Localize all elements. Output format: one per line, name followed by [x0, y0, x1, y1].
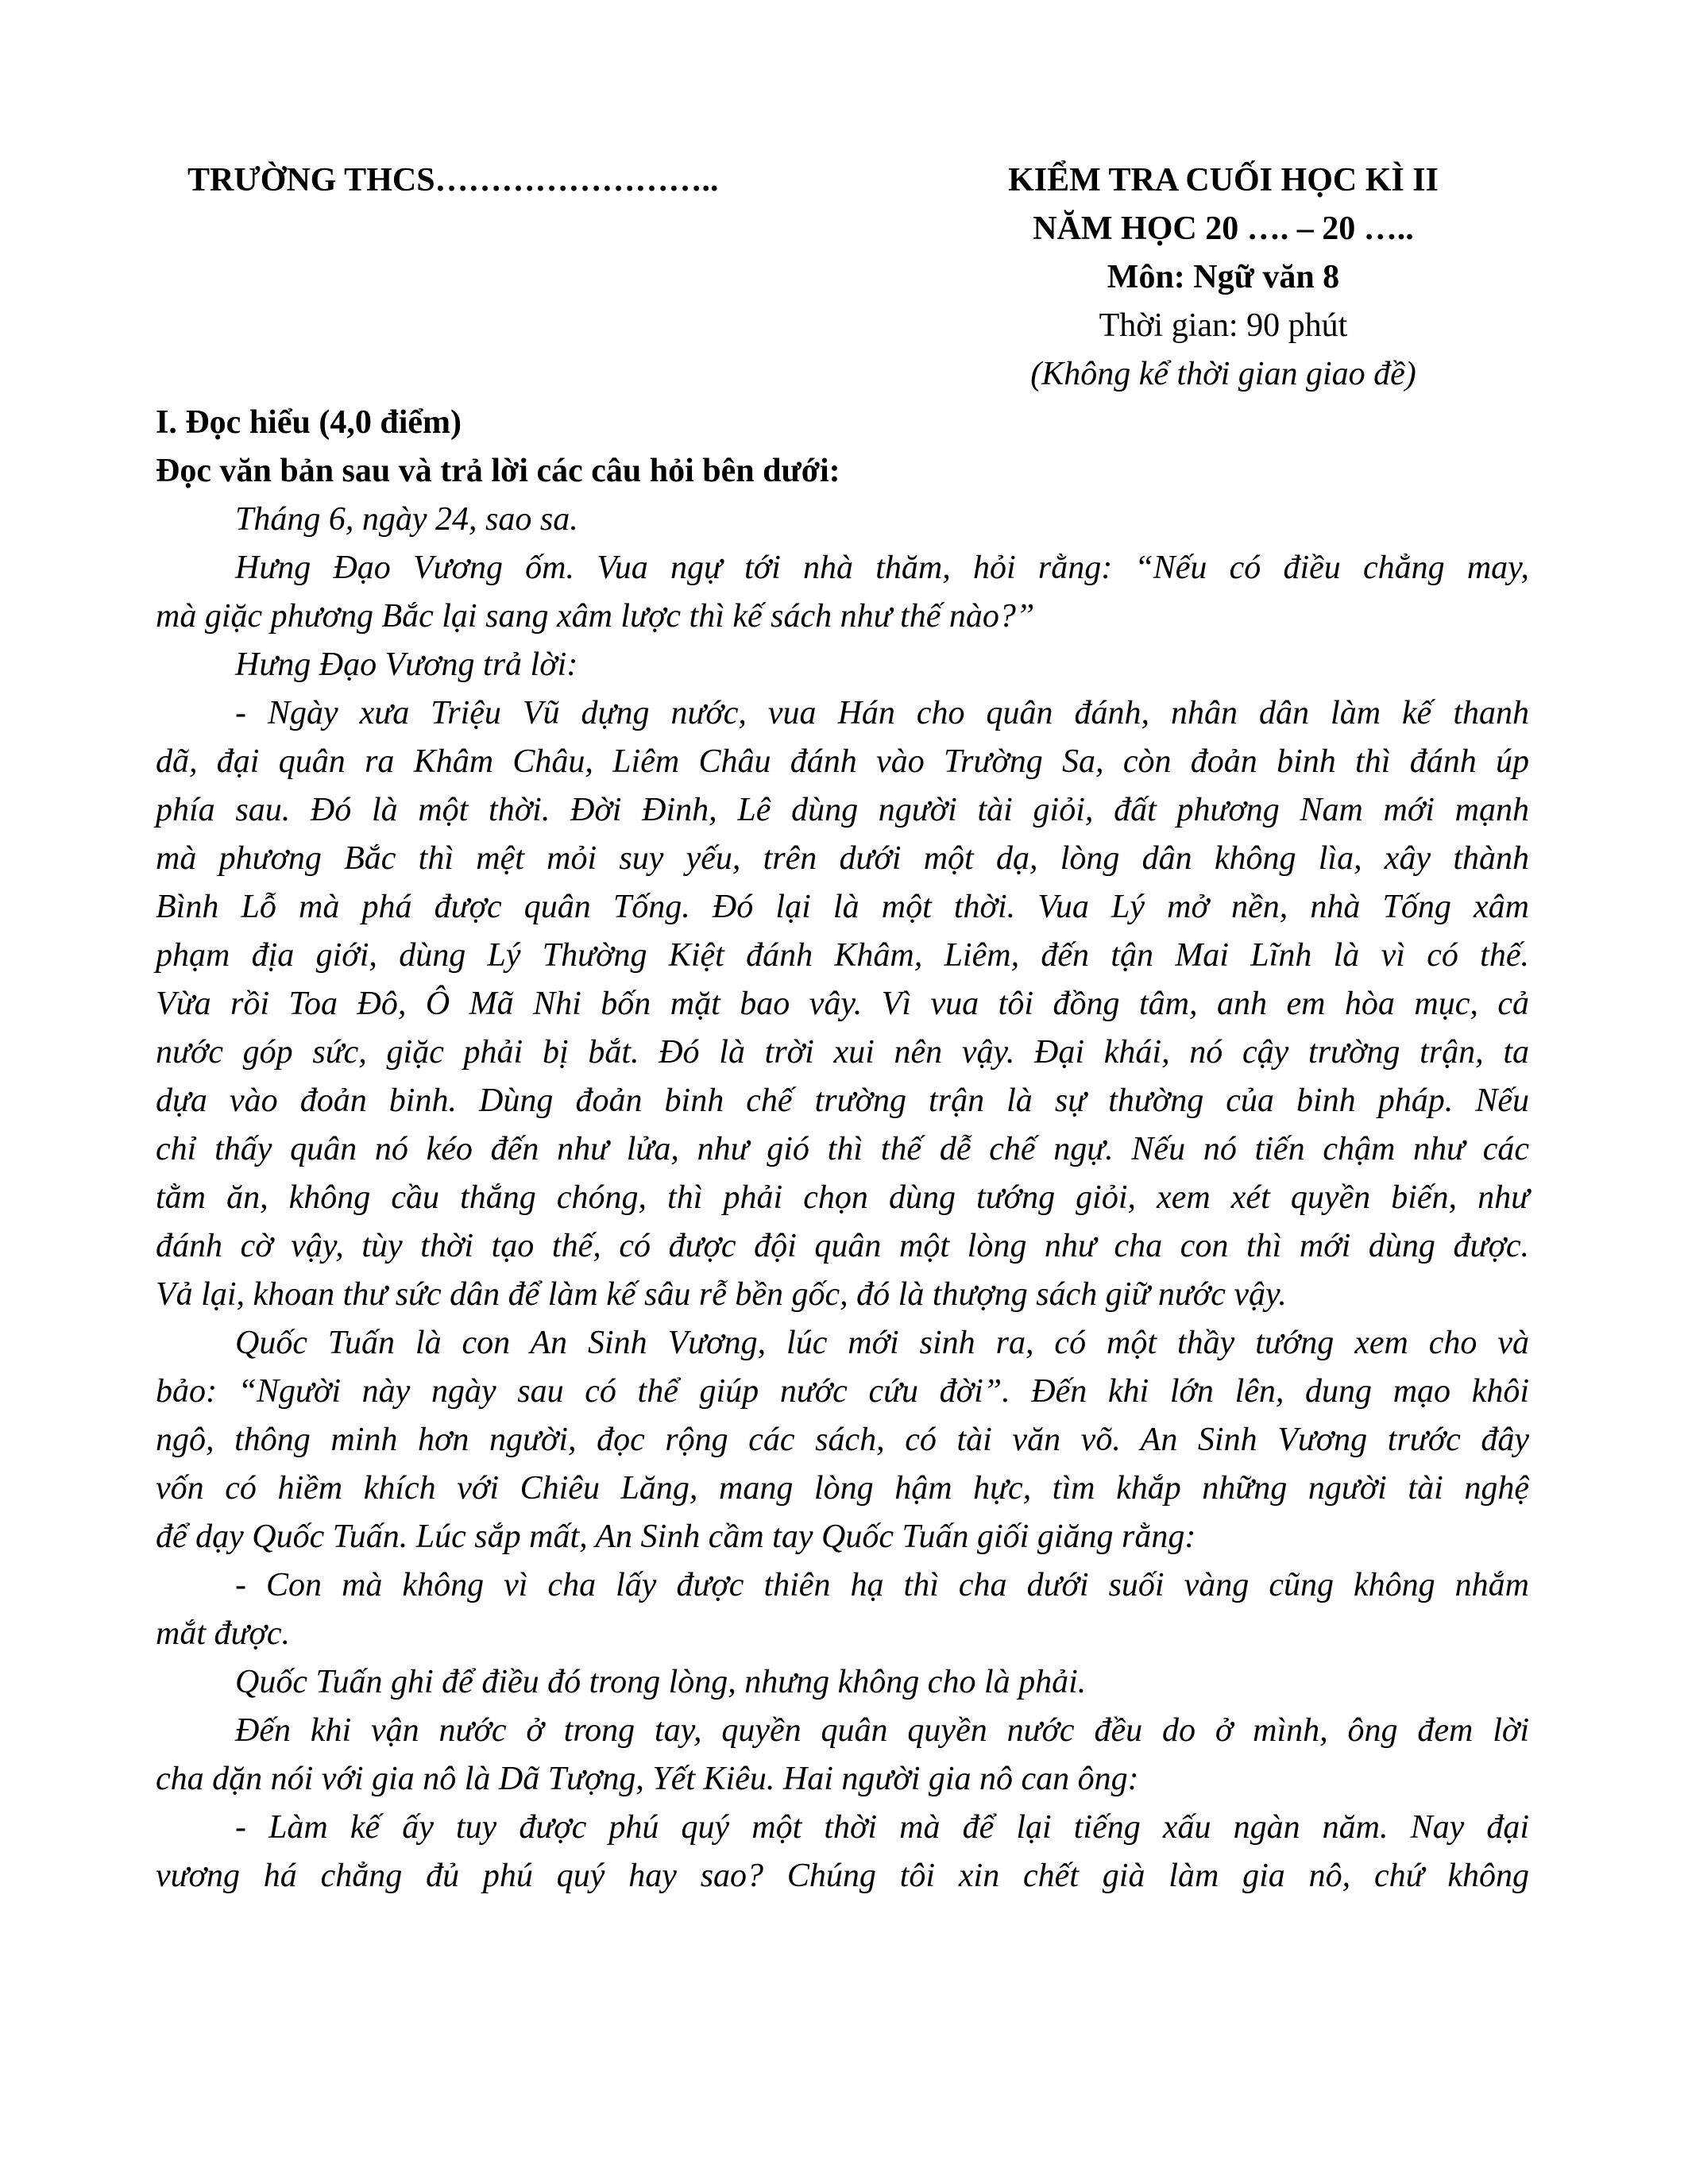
passage-line: Tháng 6, ngày 24, sao sa.: [235, 501, 578, 538]
passage-line: Đến khi vận nước ở trong tay, quyền quân quyền nước đều do ở mình, ông đem lời: [235, 1712, 1529, 1749]
school-name: TRƯỜNG THCS……………………..: [187, 162, 719, 199]
passage-line: tằm ăn, không cầu thắng chóng, thì phải chọn dùng tướng giỏi, xem xét quyền biến, như: [156, 1179, 1529, 1216]
passage-paragraph: [156, 544, 1529, 641]
passage-line: Quốc Tuấn là con An Sinh Vương, lúc mới sinh ra, có một thầy tướng xem cho và: [235, 1325, 1529, 1361]
passage-paragraph: [156, 1658, 1529, 1707]
passage-line: dã, đại quân ra Khâm Châu, Liêm Châu đánh vào Trường Sa, còn đoản binh thì đánh úp: [156, 743, 1529, 780]
passage-paragraph: [156, 1804, 1529, 1900]
passage-line: mắt được.: [156, 1615, 290, 1652]
passage-line: Vả lại, khoan thư sức dân để làm kế sâu rễ bền gốc, đó là thượng sách giữ nước vậy.: [156, 1276, 1287, 1313]
passage-line: dựa vào đoản binh. Dùng đoản binh chế trường trận là sự thường của binh pháp. Nếu: [156, 1082, 1529, 1119]
passage-paragraph: [156, 1707, 1529, 1804]
document-body: [156, 399, 1529, 1900]
section-instruction: Đọc văn bản sau và trả lời các câu hỏi bên dưới:: [156, 453, 840, 489]
passage-line: bảo: “Người này ngày sau có thể giúp nước cứu đời”. Đến khi lớn lên, dung mạo khôi: [156, 1373, 1529, 1410]
exam-header: [906, 156, 1541, 399]
section-title: I. Đọc hiểu (4,0 điểm): [156, 404, 462, 441]
passage-line: chỉ thấy quân nó kéo đến như lửa, như gió thì thế dễ chế ngự. Nếu nó tiến chậm như các: [156, 1131, 1529, 1167]
passage-line: mà phương Bắc thì mệt mỏi suy yếu, trên dưới một dạ, lòng dân không lìa, xây thành: [156, 840, 1529, 877]
passage-line: - Con mà không vì cha lấy được thiên hạ thì cha dưới suối vàng cũng không nhắm: [235, 1567, 1529, 1603]
passage-paragraph: [156, 689, 1529, 1319]
passage-line: Bình Lỗ mà phá được quân Tống. Đó lại là một thời. Vua Lý mở nền, nhà Tống xâm: [156, 889, 1529, 925]
duration-note: (Không kể thời gian giao đề): [1030, 356, 1416, 392]
passage-line: nước góp sức, giặc phải bị bắt. Đó là trời xui nên vậy. Đại khái, nó cậy trường trận, ta: [156, 1034, 1529, 1071]
school-year: NĂM HỌC 20 …. – 20 …..: [1033, 210, 1414, 247]
passage-line: ngô, thông minh hơn người, đọc rộng các sách, có tài văn võ. An Sinh Vương trước đây: [156, 1422, 1529, 1458]
passage-line: vốn có hiềm khích với Chiêu Lăng, mang lòng hậm hực, tìm khắp những người tài nghệ: [156, 1470, 1529, 1507]
passage-line: cha dặn nói với gia nô là Dã Tượng, Yết Kiêu. Hai người gia nô can ông:: [156, 1761, 1139, 1797]
passage-line: vương há chẳng đủ phú quý hay sao? Chúng tôi xin chết già làm gia nô, chứ không: [156, 1858, 1529, 1894]
reading-passage: [156, 496, 1529, 1900]
exam-title: KIỂM TRA CUỐI HỌC KÌ II: [1008, 162, 1439, 199]
passage-line: - Ngày xưa Triệu Vũ dựng nước, vua Hán cho quân đánh, nhân dân làm kế thanh: [235, 695, 1529, 731]
passage-paragraph: [156, 1319, 1529, 1561]
passage-line: để dạy Quốc Tuấn. Lúc sắp mất, An Sinh cầm tay Quốc Tuấn giối giăng rằng:: [156, 1518, 1196, 1555]
passage-line: đánh cờ vậy, tùy thời tạo thế, có được đội quân một lòng như cha con thì mới dùng được.: [156, 1228, 1529, 1264]
passage-paragraph: [156, 496, 1529, 544]
passage-line: Quốc Tuấn ghi để điều đó trong lòng, nhưng không cho là phải.: [235, 1664, 1087, 1700]
passage-paragraph: [156, 1561, 1529, 1658]
duration: Thời gian: 90 phút: [1099, 307, 1348, 344]
passage-line: Hưng Đạo Vương trả lời:: [235, 646, 578, 683]
passage-line: mà giặc phương Bắc lại sang xâm lược thì kế sách như thế nào?”: [156, 598, 1035, 635]
passage-line: - Làm kế ấy tuy được phú quý một thời mà để lại tiếng xấu ngàn năm. Nay đại: [235, 1809, 1529, 1846]
passage-line: Vừa rồi Toa Đô, Ô Mã Nhi bốn mặt bao vây. Vì vua tôi đồng tâm, anh em hòa mục, cả: [156, 986, 1529, 1022]
passage-line: Hưng Đạo Vương ốm. Vua ngự tới nhà thăm, hỏi rằng: “Nếu có điều chẳng may,: [235, 550, 1529, 586]
passage-paragraph: [156, 641, 1529, 689]
passage-line: phía sau. Đó là một thời. Đời Đinh, Lê dùng người tài giỏi, đất phương Nam mới mạnh: [156, 792, 1529, 828]
passage-line: phạm địa giới, dùng Lý Thường Kiệt đánh Khâm, Liêm, đến tận Mai Lĩnh là vì có thế.: [156, 937, 1529, 974]
subject: Môn: Ngữ văn 8: [1107, 259, 1340, 295]
